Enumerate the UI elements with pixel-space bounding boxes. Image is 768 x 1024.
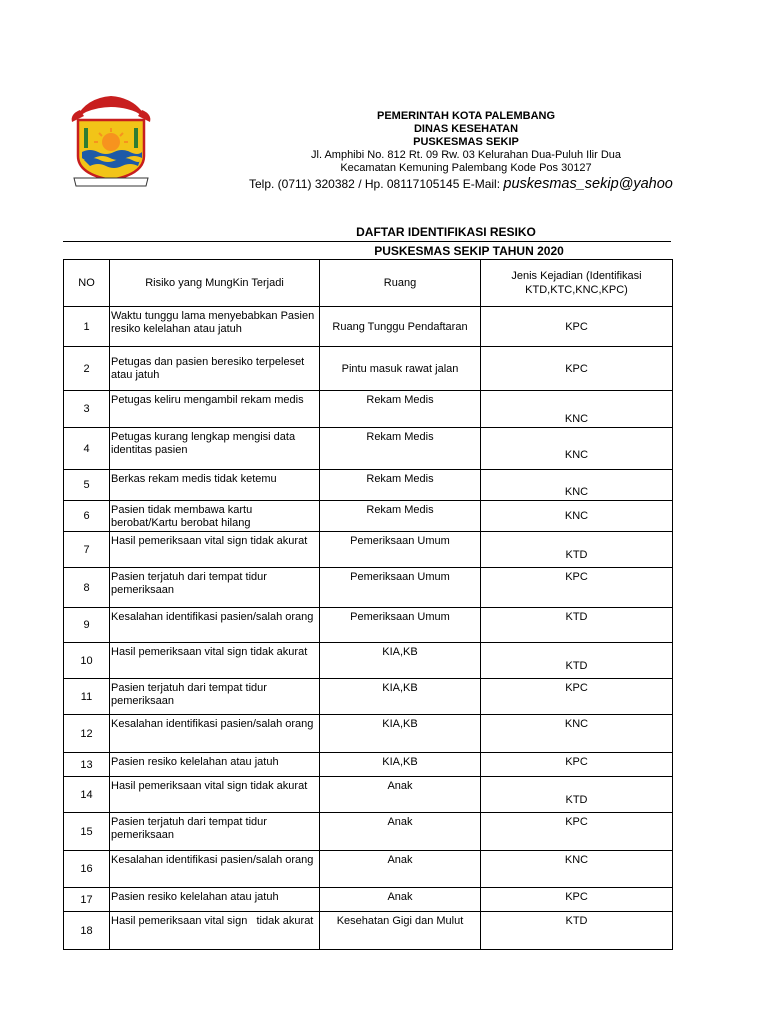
row-room: Anak bbox=[320, 777, 481, 813]
row-type: KTD bbox=[481, 643, 673, 679]
row-room: KIA,KB bbox=[320, 715, 481, 753]
row-type: KTD bbox=[481, 912, 673, 950]
facility-name: PUSKESMAS SEKIP bbox=[413, 136, 519, 148]
row-risk: Kesalahan identifikasi pasien/salah orang bbox=[110, 851, 320, 888]
address-line-1: Jl. Amphibi No. 812 Rt. 09 Rw. 03 Kelurahan Dua-Puluh Ilir Dua bbox=[311, 149, 621, 161]
row-type: KTD bbox=[481, 532, 673, 568]
row-risk: Pasien tidak membawa kartu berobat/Kartu berobat hilang bbox=[110, 501, 320, 532]
row-type: KPC bbox=[481, 888, 673, 912]
row-risk: Kesalahan identifikasi pasien/salah orang bbox=[110, 715, 320, 753]
document-subtitle bbox=[0, 244, 768, 258]
row-number: 2 bbox=[64, 347, 110, 391]
table-header-row bbox=[64, 260, 673, 307]
header-type bbox=[481, 260, 673, 307]
row-type: KTD bbox=[481, 777, 673, 813]
table-row bbox=[64, 643, 673, 679]
row-number: 12 bbox=[64, 715, 110, 753]
row-risk: Pasien terjatuh dari tempat tidur pemeriksaan bbox=[110, 568, 320, 608]
row-number: 15 bbox=[64, 813, 110, 851]
table-row bbox=[64, 715, 673, 753]
table-row bbox=[64, 307, 673, 347]
department-name: DINAS KESEHATAN bbox=[413, 123, 519, 135]
row-room: Rekam Medis bbox=[320, 501, 481, 532]
row-room: Anak bbox=[320, 888, 481, 912]
row-type: KNC bbox=[481, 851, 673, 888]
table-row bbox=[64, 608, 673, 643]
table-row bbox=[64, 679, 673, 715]
row-room: KIA,KB bbox=[320, 753, 481, 777]
row-type: KNC bbox=[481, 715, 673, 753]
row-room: Rekam Medis bbox=[320, 428, 481, 470]
row-type: KPC bbox=[481, 568, 673, 608]
row-type: KNC bbox=[481, 428, 673, 470]
row-number: 4 bbox=[64, 428, 110, 470]
row-number: 9 bbox=[64, 608, 110, 643]
contact-email: puskesmas_sekip@yahoo bbox=[503, 176, 673, 192]
row-number: 13 bbox=[64, 753, 110, 777]
table-row bbox=[64, 888, 673, 912]
contact-line bbox=[249, 176, 768, 192]
row-risk: Petugas keliru mengambil rekam medis bbox=[110, 391, 320, 428]
row-risk: Hasil pemeriksaan vital sign tidak akurat bbox=[110, 777, 320, 813]
row-number: 16 bbox=[64, 851, 110, 888]
table-row bbox=[64, 813, 673, 851]
row-room: Pemeriksaan Umum bbox=[320, 608, 481, 643]
header-type-line-2: KTD,KTC,KNC,KPC) bbox=[525, 284, 628, 296]
row-room: Anak bbox=[320, 851, 481, 888]
table-row bbox=[64, 912, 673, 950]
row-risk: Hasil pemeriksaan vital sign tidak akurat bbox=[110, 912, 320, 950]
row-room: Pintu masuk rawat jalan bbox=[320, 347, 481, 391]
row-type: KNC bbox=[481, 391, 673, 428]
table-row bbox=[64, 532, 673, 568]
row-number: 17 bbox=[64, 888, 110, 912]
header-no: NO bbox=[64, 260, 110, 307]
table-row bbox=[64, 501, 673, 532]
table-row bbox=[64, 568, 673, 608]
row-risk: Berkas rekam medis tidak ketemu bbox=[110, 470, 320, 501]
row-number: 10 bbox=[64, 643, 110, 679]
row-room: KIA,KB bbox=[320, 643, 481, 679]
risk-identification-table bbox=[63, 259, 673, 950]
row-type: KPC bbox=[481, 753, 673, 777]
row-risk: Waktu tunggu lama menyebabkan Pasien resiko kelelahan atau jatuh bbox=[110, 307, 320, 347]
header-room: Ruang bbox=[320, 260, 481, 307]
row-number: 6 bbox=[64, 501, 110, 532]
row-risk: Hasil pemeriksaan vital sign tidak akurat bbox=[110, 532, 320, 568]
row-type: KPC bbox=[481, 813, 673, 851]
row-room: Kesehatan Gigi dan Mulut bbox=[320, 912, 481, 950]
row-number: 7 bbox=[64, 532, 110, 568]
row-type: KNC bbox=[481, 470, 673, 501]
table-row bbox=[64, 428, 673, 470]
table-row bbox=[64, 347, 673, 391]
row-number: 1 bbox=[64, 307, 110, 347]
row-room: Ruang Tunggu Pendaftaran bbox=[320, 307, 481, 347]
row-number: 8 bbox=[64, 568, 110, 608]
document-title-text: DAFTAR IDENTIFIKASI RESIKO bbox=[356, 225, 536, 239]
row-risk: Hasil pemeriksaan vital sign tidak akurat bbox=[110, 643, 320, 679]
government-name: PEMERINTAH KOTA PALEMBANG bbox=[376, 110, 556, 122]
header-risk: Risiko yang MungKin Terjadi bbox=[110, 260, 320, 307]
header-type-line-1: Jenis Kejadian (Identifikasi bbox=[511, 270, 642, 282]
row-number: 11 bbox=[64, 679, 110, 715]
table-row bbox=[64, 753, 673, 777]
row-room: Rekam Medis bbox=[320, 391, 481, 428]
table-row bbox=[64, 851, 673, 888]
title-divider bbox=[63, 241, 671, 242]
contact-phone: Telp. (0711) 320382 / Hp. 08117105145 E-Mail: bbox=[249, 177, 504, 191]
row-room: KIA,KB bbox=[320, 679, 481, 715]
row-number: 3 bbox=[64, 391, 110, 428]
row-number: 18 bbox=[64, 912, 110, 950]
row-type: KPC bbox=[481, 679, 673, 715]
city-crest-logo bbox=[66, 92, 156, 192]
row-risk: Pasien terjatuh dari tempat tidur pemeriksaan bbox=[110, 813, 320, 851]
row-type: KNC bbox=[481, 501, 673, 532]
document-subtitle-text: PUSKESMAS SEKIP TAHUN 2020 bbox=[374, 244, 564, 258]
row-type: KPC bbox=[481, 347, 673, 391]
row-risk: Petugas kurang lengkap mengisi data identitas pasien bbox=[110, 428, 320, 470]
row-risk: Pasien resiko kelelahan atau jatuh bbox=[110, 888, 320, 912]
row-risk: Kesalahan identifikasi pasien/salah orang bbox=[110, 608, 320, 643]
row-type: KTD bbox=[481, 608, 673, 643]
table-row bbox=[64, 470, 673, 501]
row-type: KPC bbox=[481, 307, 673, 347]
table-row bbox=[64, 777, 673, 813]
row-room: Anak bbox=[320, 813, 481, 851]
row-room: Pemeriksaan Umum bbox=[320, 568, 481, 608]
table-row bbox=[64, 391, 673, 428]
row-number: 14 bbox=[64, 777, 110, 813]
row-room: Rekam Medis bbox=[320, 470, 481, 501]
row-risk: Pasien resiko kelelahan atau jatuh bbox=[110, 753, 320, 777]
row-risk: Pasien terjatuh dari tempat tidur pemeriksaan bbox=[110, 679, 320, 715]
row-room: Pemeriksaan Umum bbox=[320, 532, 481, 568]
letterhead bbox=[248, 110, 768, 175]
document-title bbox=[0, 225, 768, 239]
address-line-2: Kecamatan Kemuning Palembang Kode Pos 30127 bbox=[340, 162, 592, 174]
row-number: 5 bbox=[64, 470, 110, 501]
row-risk: Petugas dan pasien beresiko terpeleset atau jatuh bbox=[110, 347, 320, 391]
